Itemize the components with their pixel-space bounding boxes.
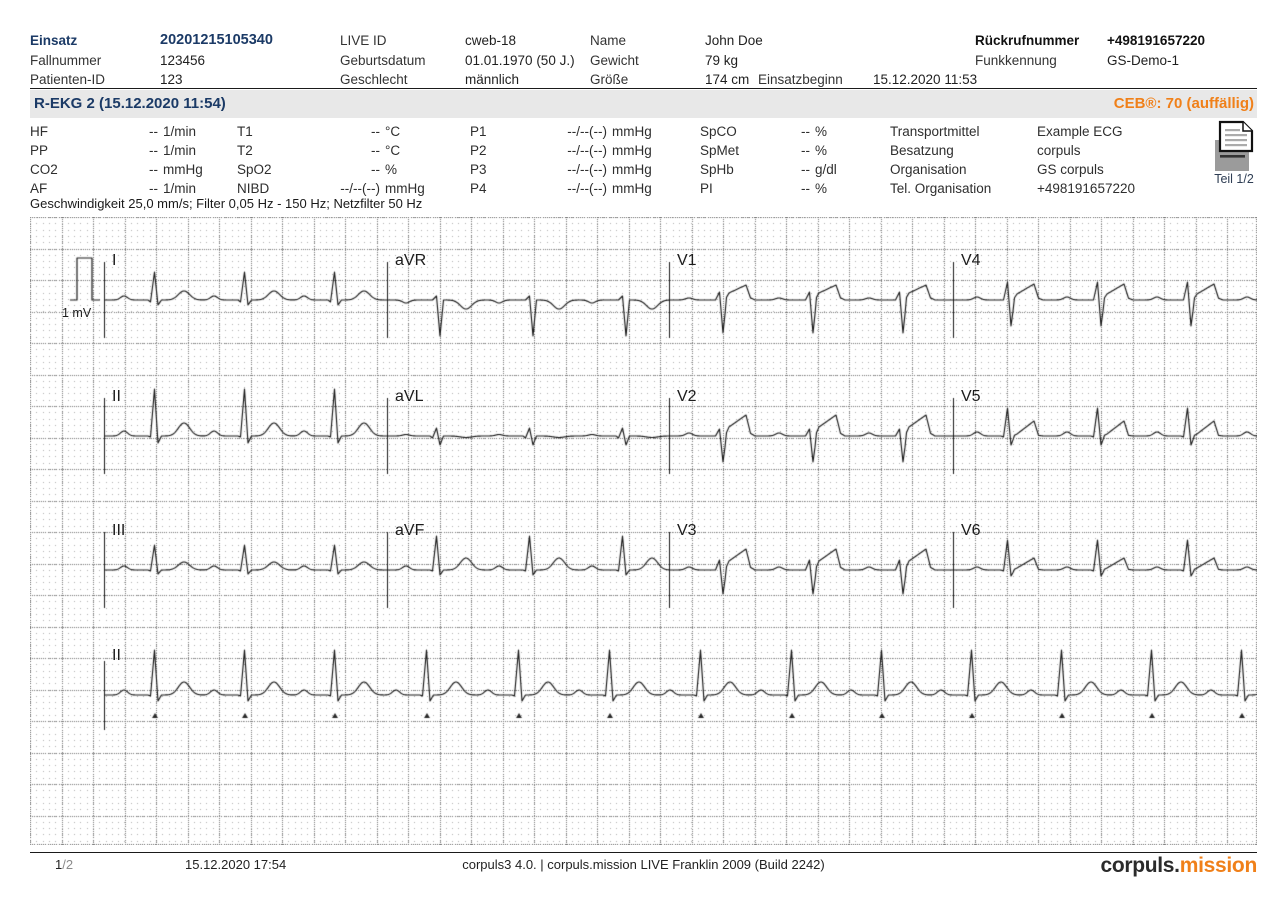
vital-label: SpCO [700,124,737,139]
vital-value: -- [149,124,158,139]
header-value: 01.01.1970 (50 J.) [465,52,575,68]
header-value: männlich [465,72,520,87]
lead-label-ii: II [112,388,121,405]
vitals-group-3 [470,122,652,198]
vital-unit: % [815,124,828,139]
logo-dark-part: corpuls. [1100,854,1180,877]
lead-label-v3: V3 [677,522,697,539]
vital-label: CO2 [30,162,58,177]
header-label: Geschlecht [340,72,408,87]
vital-label: SpO2 [237,162,272,177]
header-col-contact [975,31,1205,70]
vital-row [700,141,837,160]
transport-label: Transportmittel [890,124,980,139]
vital-label: PI [700,181,713,196]
vital-unit: % [385,162,398,177]
einsatzbeginn-value: 15.12.2020 11:53 [873,72,978,87]
vital-unit: 1/min [163,181,197,196]
vital-unit: 1/min [163,143,197,158]
vital-unit: mmHg [612,181,652,196]
vital-label: NIBD [237,181,270,196]
header-label: Geburtsdatum [340,52,426,68]
transport-row [890,122,1135,141]
logo-accent-part: mission [1179,854,1257,877]
vital-row [470,122,652,141]
header-value: +498191657220 [1107,33,1205,48]
header-label: Patienten-ID [30,72,106,87]
lead-label-i: I [112,252,117,269]
vital-value: --/--(--) [567,143,607,158]
vital-unit: mmHg [612,162,652,177]
footer-divider [30,852,1257,853]
header-col-person [590,31,763,90]
header-row [30,51,273,71]
transport-label: Tel. Organisation [890,181,992,196]
header-label: Funkkennung [975,52,1057,68]
vitals-group-4 [700,122,837,198]
header-row [590,51,763,71]
vital-label: AF [30,181,48,196]
header-row [590,70,763,90]
header-value: 20201215105340 [160,32,273,48]
header-label: LIVE ID [340,33,387,48]
vital-row [700,160,837,179]
vital-row [237,122,425,141]
vital-unit: °C [385,124,401,139]
transport-value: corpuls [1037,143,1081,158]
lead-label-v5: V5 [961,388,981,405]
header-value: 123456 [160,52,206,68]
header-label: Fallnummer [30,52,102,68]
vital-row [470,179,652,198]
lead-label-avl: aVL [395,388,424,405]
header-value: cweb-18 [465,33,517,48]
page-number-total: /2 [62,857,74,872]
vital-row [30,160,203,179]
header-value: 123 [160,72,183,87]
vital-value: --/--(--) [567,124,607,139]
vital-value: -- [371,124,380,139]
ecg-settings-line: Geschwindigkeit 25,0 mm/s; Filter 0,05 Hz - 150 Hz; Netzfilter 50 Hz [30,196,423,211]
page-number-current: 1 [55,857,63,872]
vital-label: T2 [237,143,253,158]
header-row [30,31,273,51]
header-value: John Doe [705,33,763,48]
lead-label-v1: V1 [677,252,697,269]
vitals-group-2 [237,122,425,198]
lead-label-v6: V6 [961,522,981,539]
vital-value: --/--(--) [567,162,607,177]
vital-value: -- [149,143,158,158]
document-pages-icon[interactable] [1212,120,1260,174]
header-label: Einsatz [30,33,78,48]
page-number [55,857,73,872]
lead-label-avf: aVF [395,522,425,539]
vital-label: SpMet [700,143,740,158]
header-row [340,70,575,90]
header-col-patient [340,31,575,90]
vital-row [700,122,837,141]
vital-value: -- [801,143,810,158]
vital-unit: mmHg [612,124,652,139]
vital-value: -- [801,162,810,177]
vital-row [30,141,203,160]
vitals-group-transport [890,122,1135,198]
transport-value: +498191657220 [1037,181,1135,196]
vital-row [237,141,425,160]
header-value: GS-Demo-1 [1107,52,1180,68]
vital-label: T1 [237,124,253,139]
vital-row [237,160,425,179]
einsatzbeginn-label: Einsatzbeginn [758,72,843,87]
vital-label: HF [30,124,48,139]
vital-label: P1 [470,124,487,139]
header-divider [30,88,1257,89]
header-row [975,31,1205,51]
header-col-einsatz [30,31,273,90]
transport-label: Organisation [890,162,967,177]
lead-label-iii: III [112,522,126,539]
transport-value: GS corpuls [1037,162,1104,177]
vital-unit: mmHg [385,181,425,196]
vital-value: --/--(--) [567,181,607,196]
transport-label: Besatzung [890,143,954,158]
footer-app-info: corpuls3 4.0. | corpuls.mission LIVE Franklin 2009 (Build 2242) [462,857,825,872]
header-label: Größe [590,72,629,87]
transport-row [890,141,1135,160]
vital-row [470,160,652,179]
lead-label-v2: V2 [677,388,697,405]
ecg-trace-canvas [30,217,1257,845]
vital-unit: mmHg [612,143,652,158]
header-label: Gewicht [590,52,639,68]
vital-row [700,179,837,198]
vital-label: P2 [470,143,487,158]
footer-datetime: 15.12.2020 17:54 [185,857,287,872]
vital-value: -- [801,181,810,196]
lead-label-v4: V4 [961,252,981,269]
header-value: 174 cm [705,72,750,87]
vital-row [470,141,652,160]
vital-label: PP [30,143,49,158]
header-label: Name [590,33,627,48]
transport-row [890,179,1135,198]
lead-label-avr: aVR [395,252,427,269]
ceb-score-badge: CEB®: 70 (auffällig) [1113,95,1254,112]
header-value: 79 kg [705,52,739,68]
vital-value: -- [149,181,158,196]
vital-row [30,122,203,141]
header-row [975,51,1205,71]
lead-label-ii: II [112,647,121,664]
header-row [340,51,575,71]
vital-value: --/--(--) [340,181,380,196]
vital-value: -- [801,124,810,139]
vital-unit: % [815,181,828,196]
vital-value: -- [371,162,380,177]
vital-unit: g/dl [815,162,837,177]
header-row [30,70,273,90]
vital-value: -- [371,143,380,158]
transport-row [890,160,1135,179]
vital-label: P4 [470,181,487,196]
calibration-label: 1 mV [62,306,92,320]
header-row [590,31,763,51]
header-label: Rückrufnummer [975,33,1080,48]
vital-unit: 1/min [163,124,197,139]
vital-label: P3 [470,162,487,177]
vitals-group-1 [30,122,203,198]
header-row [340,31,575,51]
section-title: R-EKG 2 (15.12.2020 11:54) [34,95,226,112]
vital-value: -- [149,162,158,177]
vital-unit: mmHg [163,162,203,177]
vital-label: SpHb [700,162,734,177]
vital-unit: °C [385,143,401,158]
transport-value: Example ECG [1037,124,1123,139]
corpuls-mission-logo [1100,854,1257,878]
page-part-label: Teil 1/2 [1214,172,1254,186]
section-bar [30,90,1257,118]
vital-unit: % [815,143,828,158]
